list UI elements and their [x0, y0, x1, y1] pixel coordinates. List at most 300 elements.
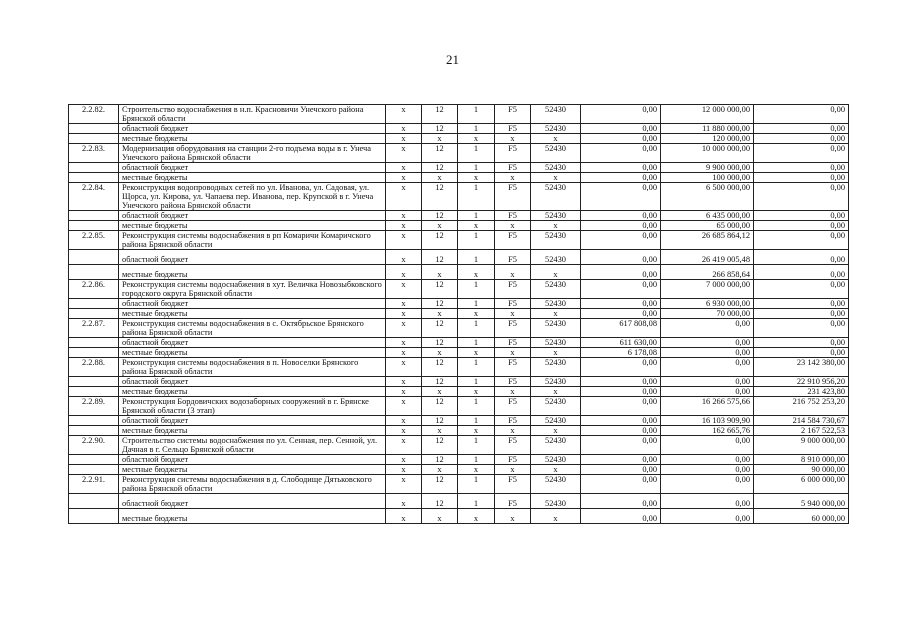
row-value-1: 0,00 — [581, 416, 661, 426]
row-value-1: 0,00 — [581, 309, 661, 319]
table-row-budget-source — [69, 455, 849, 465]
row-value-3: 0,00 — [754, 348, 849, 358]
row-code-col-3: 1 — [458, 183, 495, 211]
row-code-col-3: x — [458, 348, 495, 358]
row-code-col-1: x — [386, 358, 422, 377]
row-code — [69, 124, 119, 134]
row-value-3: 231 423,80 — [754, 387, 849, 397]
row-code-col-2: 12 — [422, 299, 458, 309]
row-value-3: 0,00 — [754, 231, 849, 250]
row-code-col-5: 52430 — [531, 124, 581, 134]
row-value-3: 6 000 000,00 — [754, 475, 849, 494]
row-code — [69, 426, 119, 436]
row-value-1: 0,00 — [581, 221, 661, 231]
row-value-3: 0,00 — [754, 338, 849, 348]
row-code-col-5: 52430 — [531, 211, 581, 221]
row-value-3: 2 167 522,53 — [754, 426, 849, 436]
row-code-col-5: x — [531, 173, 581, 183]
row-code-col-3: x — [458, 509, 495, 524]
row-name: местные бюджеты — [119, 465, 386, 475]
row-value-2: 6 500 000,00 — [661, 183, 754, 211]
row-code-col-1: x — [386, 299, 422, 309]
row-code-col-2: x — [422, 221, 458, 231]
row-value-3: 0,00 — [754, 309, 849, 319]
row-code-col-3: 1 — [458, 299, 495, 309]
row-code-col-5: 52430 — [531, 455, 581, 465]
row-code-col-1: x — [386, 183, 422, 211]
row-value-3: 0,00 — [754, 221, 849, 231]
row-code-col-3: 1 — [458, 475, 495, 494]
row-name: местные бюджеты — [119, 387, 386, 397]
row-code-col-2: 12 — [422, 183, 458, 211]
row-name: местные бюджеты — [119, 173, 386, 183]
row-name: областной бюджет — [119, 377, 386, 387]
row-value-1: 0,00 — [581, 455, 661, 465]
row-value-2: 0,00 — [661, 348, 754, 358]
row-value-2: 0,00 — [661, 377, 754, 387]
row-code-col-1: x — [386, 338, 422, 348]
row-code: 2.2.84. — [69, 183, 119, 211]
row-code — [69, 134, 119, 144]
row-name: областной бюджет — [119, 416, 386, 426]
row-value-3: 60 000,00 — [754, 509, 849, 524]
row-code-col-1: x — [386, 416, 422, 426]
row-code — [69, 221, 119, 231]
row-code-col-4: F5 — [495, 211, 531, 221]
row-value-2: 0,00 — [661, 319, 754, 338]
table-row-budget-source — [69, 494, 849, 509]
row-code-col-5: 52430 — [531, 250, 581, 265]
row-code-col-4: F5 — [495, 416, 531, 426]
row-code-col-1: x — [386, 124, 422, 134]
row-code: 2.2.83. — [69, 144, 119, 163]
table-row-measure — [69, 436, 849, 455]
row-code: 2.2.82. — [69, 105, 119, 124]
row-name: Модернизация оборудования на станции 2-го подъема воды в г. Унеча Унечского района Брянской области — [119, 144, 386, 163]
row-value-2: 6 930 000,00 — [661, 299, 754, 309]
row-code-col-3: x — [458, 265, 495, 280]
row-code-col-1: x — [386, 173, 422, 183]
row-name: областной бюджет — [119, 299, 386, 309]
row-code-col-3: 1 — [458, 416, 495, 426]
row-value-2: 70 000,00 — [661, 309, 754, 319]
table-row-budget-source — [69, 173, 849, 183]
row-code-col-2: 12 — [422, 494, 458, 509]
row-code-col-4: F5 — [495, 338, 531, 348]
row-code-col-4: F5 — [495, 144, 531, 163]
row-code-col-5: x — [531, 348, 581, 358]
row-code-col-1: x — [386, 397, 422, 416]
row-code-col-4: x — [495, 134, 531, 144]
row-code — [69, 377, 119, 387]
row-value-1: 0,00 — [581, 509, 661, 524]
row-value-2: 266 858,64 — [661, 265, 754, 280]
table-row-measure — [69, 475, 849, 494]
row-code-col-3: 1 — [458, 231, 495, 250]
row-code-col-1: x — [386, 377, 422, 387]
row-name: местные бюджеты — [119, 509, 386, 524]
row-name: областной бюджет — [119, 338, 386, 348]
row-value-1: 0,00 — [581, 134, 661, 144]
row-code-col-3: 1 — [458, 211, 495, 221]
row-name: Реконструкция системы водоснабжения в рп Комаричи Комаричского района Брянской области — [119, 231, 386, 250]
row-code-col-1: x — [386, 231, 422, 250]
row-value-2: 6 435 000,00 — [661, 211, 754, 221]
row-code-col-3: x — [458, 309, 495, 319]
row-code-col-2: 12 — [422, 416, 458, 426]
row-code-col-1: x — [386, 387, 422, 397]
row-value-1: 0,00 — [581, 299, 661, 309]
row-code-col-3: 1 — [458, 455, 495, 465]
row-value-2: 12 000 000,00 — [661, 105, 754, 124]
row-value-1: 0,00 — [581, 426, 661, 436]
row-code-col-4: x — [495, 509, 531, 524]
row-code-col-2: 12 — [422, 358, 458, 377]
row-value-2: 11 880 000,00 — [661, 124, 754, 134]
row-value-3: 0,00 — [754, 134, 849, 144]
row-code-col-2: x — [422, 465, 458, 475]
row-code: 2.2.87. — [69, 319, 119, 338]
row-name: Реконструкция водопроводных сетей по ул. Иванова, ул. Садовая, ул. Щорса, ул. Кирова, ул. Чапаева пер. Иванова, пер. Крупской в г. Унеча Унечского района Брянской области — [119, 183, 386, 211]
row-code-col-1: x — [386, 105, 422, 124]
row-code-col-5: x — [531, 309, 581, 319]
row-code-col-5: 52430 — [531, 280, 581, 299]
row-code-col-4: F5 — [495, 183, 531, 211]
row-code-col-1: x — [386, 494, 422, 509]
row-value-3: 214 584 730,67 — [754, 416, 849, 426]
row-value-1: 0,00 — [581, 173, 661, 183]
row-code-col-1: x — [386, 465, 422, 475]
row-name: местные бюджеты — [119, 309, 386, 319]
row-value-3: 0,00 — [754, 280, 849, 299]
row-code-col-2: 12 — [422, 231, 458, 250]
row-value-2: 16 103 909,90 — [661, 416, 754, 426]
row-code-col-3: x — [458, 134, 495, 144]
row-value-3: 0,00 — [754, 265, 849, 280]
row-code-col-1: x — [386, 134, 422, 144]
row-value-2: 10 000 000,00 — [661, 144, 754, 163]
row-value-2: 162 665,76 — [661, 426, 754, 436]
row-value-2: 0,00 — [661, 338, 754, 348]
budget-table — [68, 104, 849, 524]
row-code — [69, 509, 119, 524]
table-row-measure — [69, 280, 849, 299]
row-value-1: 617 808,08 — [581, 319, 661, 338]
row-code: 2.2.89. — [69, 397, 119, 416]
row-code-col-2: 12 — [422, 163, 458, 173]
row-code-col-4: F5 — [495, 377, 531, 387]
table-row-budget-source — [69, 124, 849, 134]
row-code-col-5: 52430 — [531, 319, 581, 338]
row-value-2: 0,00 — [661, 455, 754, 465]
row-value-3: 0,00 — [754, 211, 849, 221]
row-code-col-3: 1 — [458, 494, 495, 509]
row-code-col-3: 1 — [458, 105, 495, 124]
row-code — [69, 387, 119, 397]
row-value-2: 0,00 — [661, 465, 754, 475]
row-code-col-3: 1 — [458, 358, 495, 377]
row-code-col-3: 1 — [458, 397, 495, 416]
row-code-col-4: F5 — [495, 105, 531, 124]
table-row-budget-source — [69, 221, 849, 231]
row-code-col-5: 52430 — [531, 231, 581, 250]
row-value-2: 0,00 — [661, 436, 754, 455]
row-name: местные бюджеты — [119, 265, 386, 280]
row-code-col-3: 1 — [458, 436, 495, 455]
row-name: местные бюджеты — [119, 426, 386, 436]
row-code-col-1: x — [386, 436, 422, 455]
row-value-1: 0,00 — [581, 163, 661, 173]
table-row-budget-source — [69, 465, 849, 475]
table-row-measure — [69, 358, 849, 377]
row-code-col-5: 52430 — [531, 338, 581, 348]
row-value-3: 0,00 — [754, 105, 849, 124]
row-name: областной бюджет — [119, 211, 386, 221]
row-name: областной бюджет — [119, 163, 386, 173]
row-code-col-4: F5 — [495, 231, 531, 250]
row-code — [69, 416, 119, 426]
table-row-budget-source — [69, 163, 849, 173]
row-code-col-2: x — [422, 348, 458, 358]
row-value-2: 65 000,00 — [661, 221, 754, 231]
row-code: 2.2.90. — [69, 436, 119, 455]
row-code-col-3: 1 — [458, 144, 495, 163]
row-code — [69, 265, 119, 280]
table-row-budget-source — [69, 338, 849, 348]
row-code-col-3: 1 — [458, 124, 495, 134]
table-row-measure — [69, 319, 849, 338]
row-value-3: 5 940 000,00 — [754, 494, 849, 509]
row-value-3: 23 142 380,00 — [754, 358, 849, 377]
row-value-2: 16 266 575,66 — [661, 397, 754, 416]
row-value-2: 9 900 000,00 — [661, 163, 754, 173]
row-value-1: 0,00 — [581, 183, 661, 211]
row-value-1: 0,00 — [581, 144, 661, 163]
row-code-col-4: F5 — [495, 250, 531, 265]
row-code-col-2: x — [422, 426, 458, 436]
row-code-col-2: 12 — [422, 436, 458, 455]
row-code-col-5: 52430 — [531, 397, 581, 416]
row-name: областной бюджет — [119, 455, 386, 465]
row-code-col-2: 12 — [422, 105, 458, 124]
row-code-col-1: x — [386, 250, 422, 265]
row-code-col-3: 1 — [458, 319, 495, 338]
row-name: Строительство системы водоснабжения по ул. Сенная, пер. Сенной, ул. Дачная в г. Сельцо Брянской области — [119, 436, 386, 455]
row-code-col-4: x — [495, 309, 531, 319]
row-code-col-2: x — [422, 387, 458, 397]
row-code-col-5: 52430 — [531, 377, 581, 387]
row-code-col-4: x — [495, 221, 531, 231]
row-code-col-2: x — [422, 134, 458, 144]
row-name: Реконструкция системы водоснабжения в п. Новоселки Брянского района Брянской области — [119, 358, 386, 377]
row-value-3: 0,00 — [754, 163, 849, 173]
row-value-3: 22 910 956,20 — [754, 377, 849, 387]
row-code-col-4: x — [495, 348, 531, 358]
row-code: 2.2.85. — [69, 231, 119, 250]
row-value-1: 6 178,08 — [581, 348, 661, 358]
row-code-col-4: F5 — [495, 280, 531, 299]
row-code-col-5: 52430 — [531, 299, 581, 309]
row-name: местные бюджеты — [119, 221, 386, 231]
row-value-2: 7 000 000,00 — [661, 280, 754, 299]
row-code-col-4: F5 — [495, 124, 531, 134]
row-value-2: 100 000,00 — [661, 173, 754, 183]
row-value-1: 0,00 — [581, 231, 661, 250]
row-code-col-1: x — [386, 426, 422, 436]
row-value-1: 0,00 — [581, 397, 661, 416]
table-row-measure — [69, 231, 849, 250]
row-code-col-1: x — [386, 348, 422, 358]
row-code — [69, 309, 119, 319]
row-code-col-5: 52430 — [531, 475, 581, 494]
row-name: Реконструкция Бордовичских водозаборных сооружений в г. Брянске Брянской области (3 этап) — [119, 397, 386, 416]
row-code-col-5: x — [531, 134, 581, 144]
row-code-col-5: 52430 — [531, 416, 581, 426]
row-code-col-5: 52430 — [531, 163, 581, 173]
row-code-col-2: x — [422, 173, 458, 183]
row-value-3: 0,00 — [754, 124, 849, 134]
row-code: 2.2.91. — [69, 475, 119, 494]
row-code-col-2: 12 — [422, 338, 458, 348]
row-code-col-2: 12 — [422, 211, 458, 221]
row-code-col-4: F5 — [495, 455, 531, 465]
row-code-col-2: 12 — [422, 250, 458, 265]
row-code: 2.2.86. — [69, 280, 119, 299]
row-code — [69, 173, 119, 183]
row-code-col-2: 12 — [422, 319, 458, 338]
row-value-3: 90 000,00 — [754, 465, 849, 475]
row-code-col-4: F5 — [495, 299, 531, 309]
row-code-col-1: x — [386, 455, 422, 465]
row-value-2: 0,00 — [661, 475, 754, 494]
row-value-3: 0,00 — [754, 250, 849, 265]
row-code-col-1: x — [386, 509, 422, 524]
row-code-col-2: 12 — [422, 280, 458, 299]
table-row-measure — [69, 397, 849, 416]
row-code-col-1: x — [386, 280, 422, 299]
row-value-3: 216 752 253,20 — [754, 397, 849, 416]
row-code-col-3: 1 — [458, 250, 495, 265]
page-number: 21 — [446, 52, 459, 67]
row-code-col-5: x — [531, 221, 581, 231]
row-code-col-2: x — [422, 265, 458, 280]
row-value-3: 8 910 000,00 — [754, 455, 849, 465]
row-code-col-5: x — [531, 426, 581, 436]
row-value-3: 9 000 000,00 — [754, 436, 849, 455]
row-value-3: 0,00 — [754, 299, 849, 309]
row-code-col-4: F5 — [495, 358, 531, 377]
table-row-budget-source — [69, 309, 849, 319]
row-value-2: 0,00 — [661, 358, 754, 377]
row-code-col-1: x — [386, 475, 422, 494]
row-code-col-2: 12 — [422, 144, 458, 163]
row-code-col-1: x — [386, 319, 422, 338]
table-row-budget-source — [69, 299, 849, 309]
row-name: Строительство водоснабжения в н.п. Красновичи Унечского района Брянской области — [119, 105, 386, 124]
row-name: Реконструкция системы водоснабжения в хут. Величка Новозыбковского городского округа Брянской области — [119, 280, 386, 299]
row-name: местные бюджеты — [119, 134, 386, 144]
row-code-col-2: 12 — [422, 377, 458, 387]
row-code-col-4: F5 — [495, 436, 531, 455]
row-value-2: 26 419 005,48 — [661, 250, 754, 265]
row-code-col-1: x — [386, 221, 422, 231]
table-row-budget-source — [69, 134, 849, 144]
row-code — [69, 494, 119, 509]
row-code-col-5: 52430 — [531, 144, 581, 163]
row-code — [69, 163, 119, 173]
row-code-col-3: 1 — [458, 163, 495, 173]
row-code-col-3: 1 — [458, 377, 495, 387]
row-code — [69, 348, 119, 358]
row-code-col-4: F5 — [495, 163, 531, 173]
row-code-col-3: x — [458, 173, 495, 183]
table-body — [69, 105, 849, 524]
row-value-1: 0,00 — [581, 436, 661, 455]
row-name: Реконструкция системы водоснабжения в д. Слободище Дятьковского района Брянской области — [119, 475, 386, 494]
row-code-col-5: 52430 — [531, 358, 581, 377]
table-row-budget-source — [69, 348, 849, 358]
row-value-1: 0,00 — [581, 280, 661, 299]
table-row-budget-source — [69, 509, 849, 524]
row-code-col-5: 52430 — [531, 494, 581, 509]
row-code — [69, 250, 119, 265]
row-value-2: 120 000,00 — [661, 134, 754, 144]
row-name: областной бюджет — [119, 124, 386, 134]
row-code-col-4: x — [495, 426, 531, 436]
row-code — [69, 455, 119, 465]
row-value-2: 0,00 — [661, 494, 754, 509]
table-row-budget-source — [69, 211, 849, 221]
row-code — [69, 211, 119, 221]
row-code-col-4: F5 — [495, 319, 531, 338]
row-value-1: 0,00 — [581, 494, 661, 509]
row-code-col-5: x — [531, 265, 581, 280]
row-code-col-5: 52430 — [531, 183, 581, 211]
row-name: Реконструкция системы водоснабжения в с. Октябрьское Брянского района Брянской области — [119, 319, 386, 338]
table-row-measure — [69, 105, 849, 124]
table-row-measure — [69, 183, 849, 211]
row-name: местные бюджеты — [119, 348, 386, 358]
row-code-col-1: x — [386, 144, 422, 163]
row-code-col-2: 12 — [422, 475, 458, 494]
table-row-budget-source — [69, 377, 849, 387]
row-code-col-2: 12 — [422, 455, 458, 465]
row-value-1: 0,00 — [581, 250, 661, 265]
table-row-measure — [69, 144, 849, 163]
row-code-col-2: 12 — [422, 397, 458, 416]
row-code-col-3: x — [458, 221, 495, 231]
row-value-1: 0,00 — [581, 211, 661, 221]
row-code-col-3: 1 — [458, 280, 495, 299]
row-code-col-4: x — [495, 465, 531, 475]
row-code-col-1: x — [386, 309, 422, 319]
table-row-budget-source — [69, 387, 849, 397]
row-code-col-3: x — [458, 426, 495, 436]
row-value-1: 0,00 — [581, 377, 661, 387]
row-value-1: 611 630,00 — [581, 338, 661, 348]
row-value-3: 0,00 — [754, 144, 849, 163]
row-code-col-5: x — [531, 387, 581, 397]
row-code-col-4: x — [495, 387, 531, 397]
table-row-budget-source — [69, 416, 849, 426]
row-code-col-2: 12 — [422, 124, 458, 134]
row-code — [69, 299, 119, 309]
row-code-col-3: x — [458, 387, 495, 397]
row-code-col-2: x — [422, 509, 458, 524]
row-code-col-1: x — [386, 265, 422, 280]
row-code-col-4: F5 — [495, 397, 531, 416]
table-row-budget-source — [69, 265, 849, 280]
